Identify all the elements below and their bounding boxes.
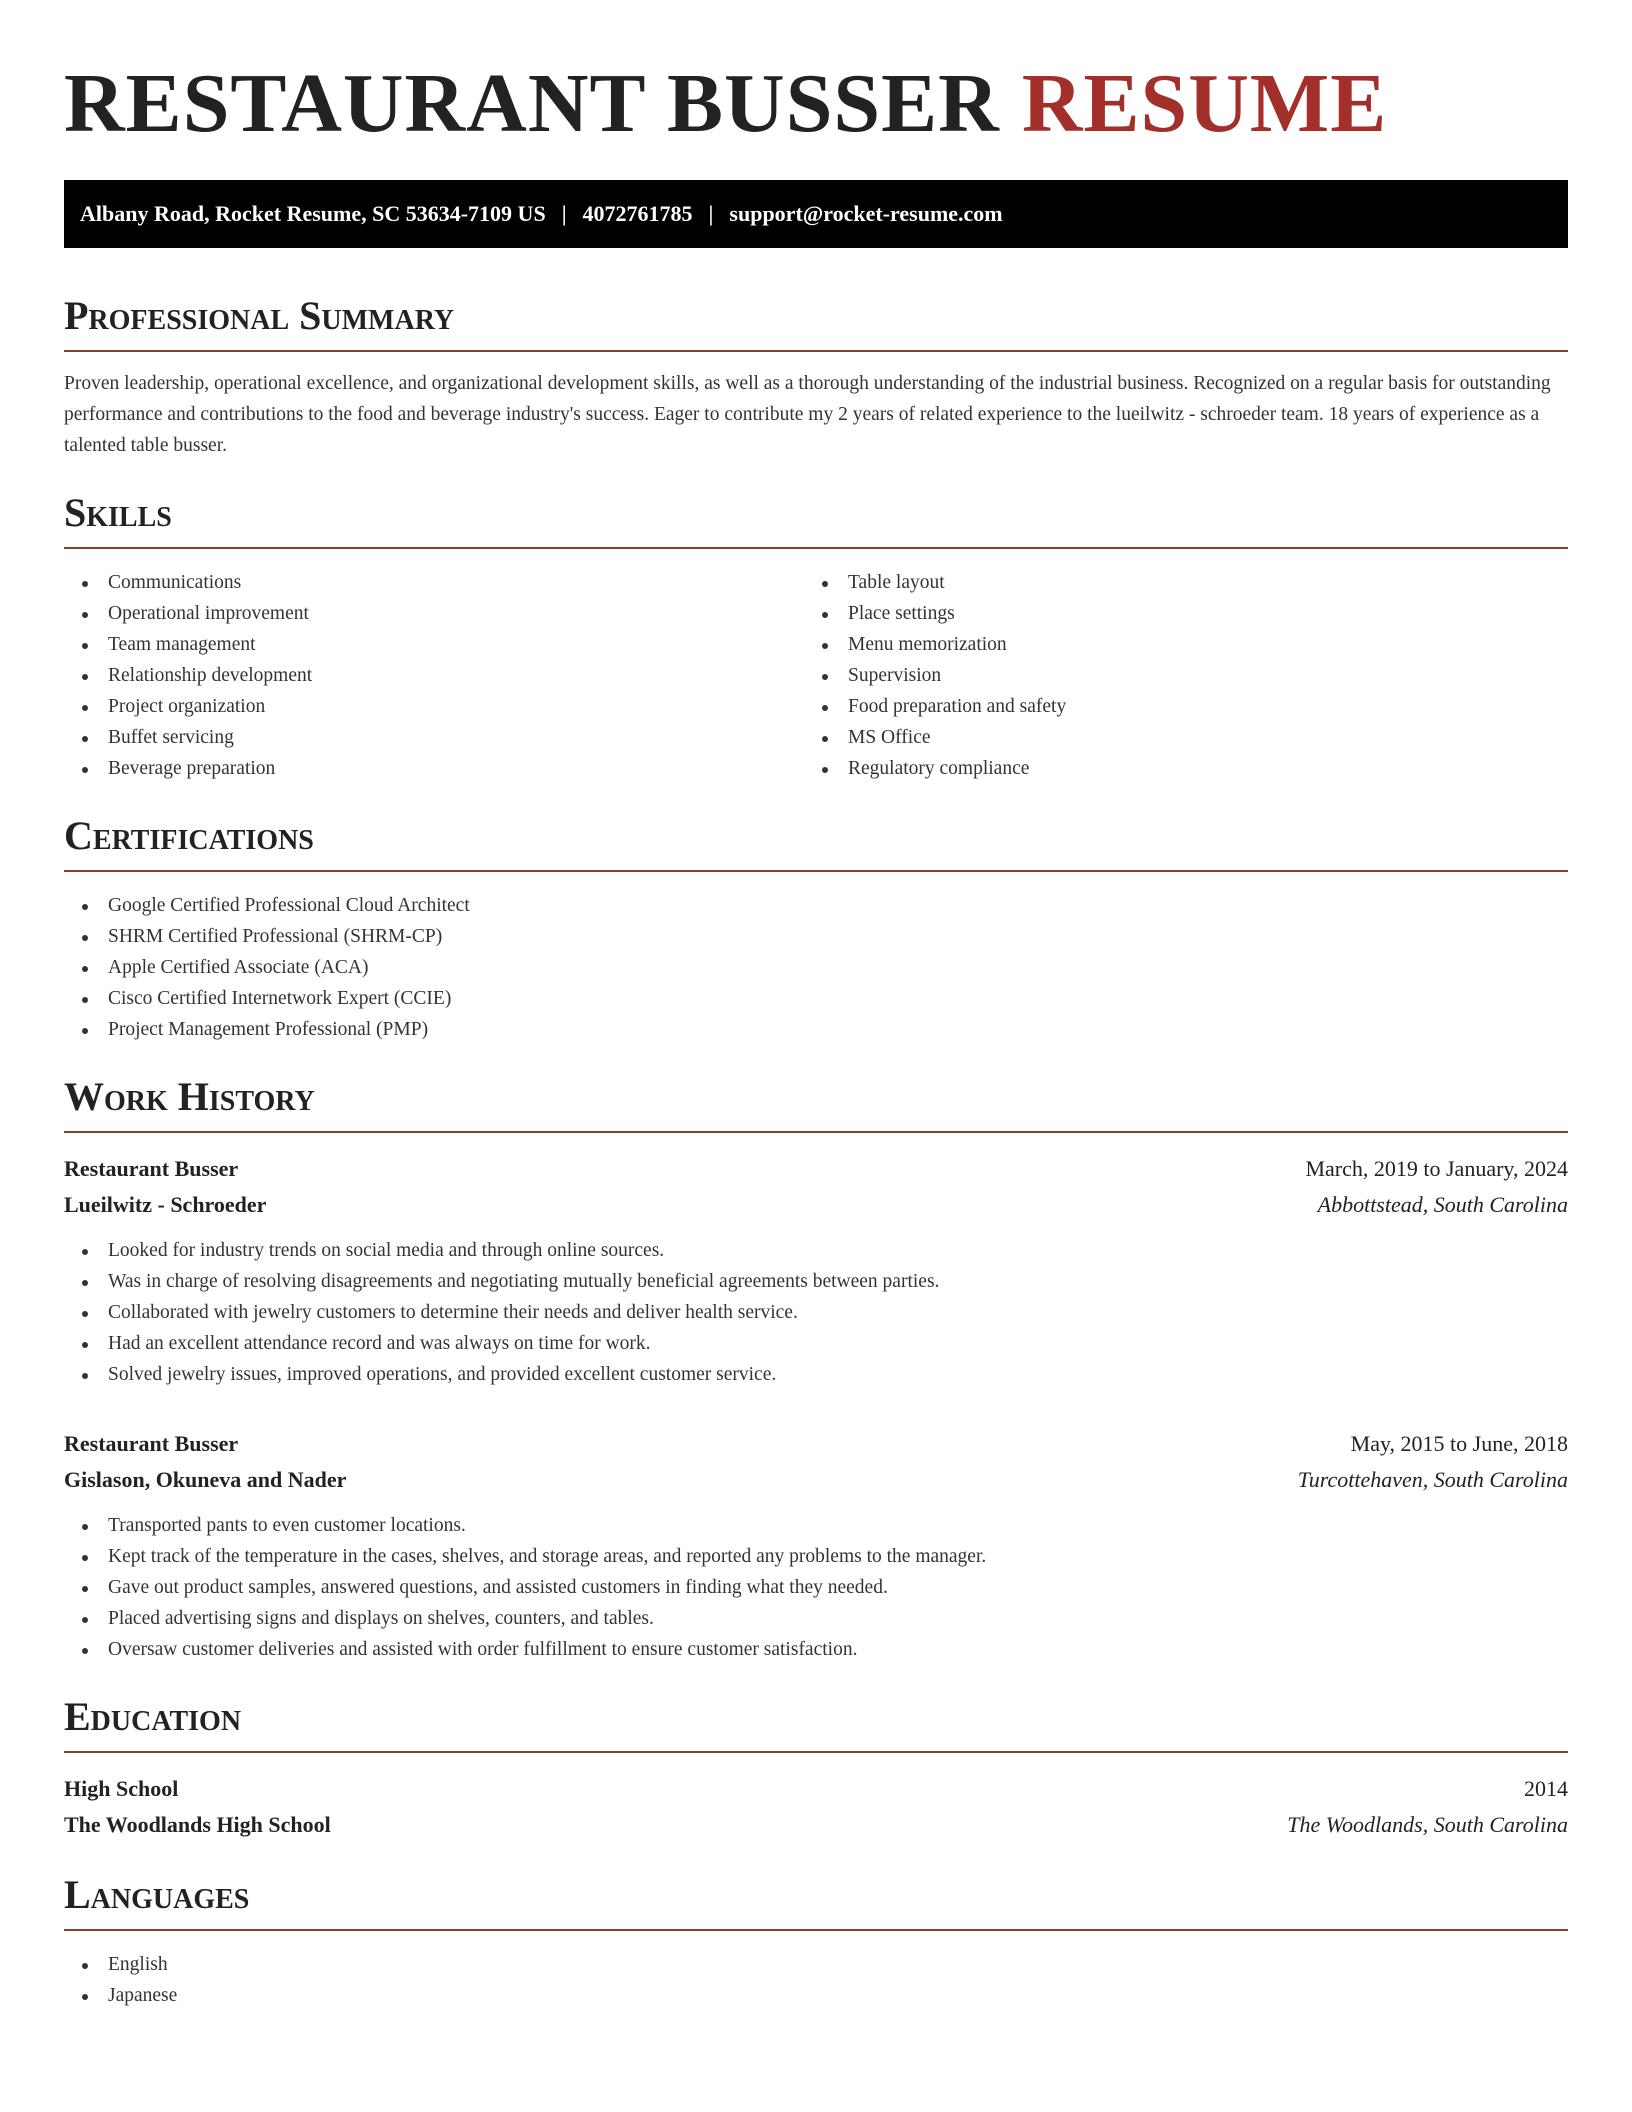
job-title: Restaurant Busser [64, 1156, 239, 1181]
contact-email: support@rocket-resume.com [729, 201, 1003, 226]
skill-item: Operational improvement [64, 598, 804, 629]
skill-item: Regulatory compliance [804, 753, 1544, 784]
job-title: Restaurant Busser [64, 1431, 239, 1456]
skills-heading: Skills [64, 489, 1568, 549]
job-bullet: Collaborated with jewelry customers to determine their needs and deliver health service. [64, 1297, 1568, 1328]
education-location: The Woodlands, South Carolina [1287, 1812, 1568, 1837]
job-company-row [64, 1187, 1568, 1223]
resume-title [64, 56, 1568, 152]
skill-item: Project organization [64, 691, 804, 722]
skill-item: Table layout [804, 567, 1544, 598]
summary-heading: Professional Summary [64, 292, 1568, 352]
contact-separator: | [708, 201, 714, 226]
skills-columns [64, 567, 1568, 784]
contact-bar [64, 180, 1568, 248]
job-dates: March, 2019 to January, 2024 [1305, 1156, 1568, 1181]
job-bullet: Oversaw customer deliveries and assisted with order fulfillment to ensure customer satisfaction. [64, 1634, 1568, 1665]
job-bullet: Was in charge of resolving disagreements and negotiating mutually beneficial agreements between parties. [64, 1266, 1568, 1297]
education-heading: Education [64, 1693, 1568, 1753]
languages-heading: Languages [64, 1871, 1568, 1931]
work-history-heading: Work History [64, 1073, 1568, 1133]
skill-item: Place settings [804, 598, 1544, 629]
contact-address: Albany Road, Rocket Resume, SC 53634-7109 US [80, 201, 546, 226]
certification-item: Cisco Certified Internetwork Expert (CCIE) [64, 983, 1568, 1014]
certification-item: Apple Certified Associate (ACA) [64, 952, 1568, 983]
job-bullet: Had an excellent attendance record and was always on time for work. [64, 1328, 1568, 1359]
language-item: English [64, 1949, 1568, 1980]
certification-item: Project Management Professional (PMP) [64, 1014, 1568, 1045]
title-accent: RESUME [1021, 57, 1388, 150]
skill-item: Relationship development [64, 660, 804, 691]
resume-page [64, 0, 1568, 2011]
education-degree: High School [64, 1776, 179, 1801]
contact-phone: 4072761785 [582, 201, 693, 226]
job-bullet: Transported pants to even customer locations. [64, 1510, 1568, 1541]
certifications-section [64, 812, 1568, 1045]
job-bullet: Looked for industry trends on social media and through online sources. [64, 1235, 1568, 1266]
skill-item: Team management [64, 629, 804, 660]
job-bullet: Solved jewelry issues, improved operations, and provided excellent customer service. [64, 1359, 1568, 1390]
job-title-row [64, 1426, 1568, 1462]
job-location: Abbottstead, South Carolina [1317, 1192, 1568, 1217]
job-company: Gislason, Okuneva and Nader [64, 1467, 347, 1492]
education-year: 2014 [1524, 1776, 1568, 1801]
job-bullet: Gave out product samples, answered questions, and assisted customers in finding what they needed. [64, 1572, 1568, 1603]
skill-item: Menu memorization [804, 629, 1544, 660]
skill-item: Beverage preparation [64, 753, 804, 784]
language-item: Japanese [64, 1980, 1568, 2011]
job-bullet: Kept track of the temperature in the cases, shelves, and storage areas, and reported any problems to the manager. [64, 1541, 1568, 1572]
work-history-section [64, 1073, 1568, 1665]
job-entry [64, 1151, 1568, 1390]
certifications-list [64, 890, 1568, 1045]
skills-list-left [64, 567, 804, 784]
education-entry [64, 1771, 1568, 1843]
education-section [64, 1693, 1568, 1843]
job-location: Turcottehaven, South Carolina [1297, 1467, 1568, 1492]
skills-list-right [804, 567, 1544, 784]
skill-item: Food preparation and safety [804, 691, 1544, 722]
job-bullet: Placed advertising signs and displays on shelves, counters, and tables. [64, 1603, 1568, 1634]
certifications-heading: Certifications [64, 812, 1568, 872]
job-title-row [64, 1151, 1568, 1187]
skills-section [64, 489, 1568, 784]
job-company-row [64, 1462, 1568, 1498]
languages-section [64, 1871, 1568, 2011]
job-company: Lueilwitz - Schroeder [64, 1192, 267, 1217]
job-bullets [64, 1235, 1568, 1390]
education-school: The Woodlands High School [64, 1812, 331, 1837]
job-bullets [64, 1510, 1568, 1665]
skill-item: Supervision [804, 660, 1544, 691]
languages-list [64, 1949, 1568, 2011]
contact-separator: | [561, 201, 567, 226]
job-dates: May, 2015 to June, 2018 [1350, 1431, 1568, 1456]
education-degree-row [64, 1771, 1568, 1807]
skill-item: MS Office [804, 722, 1544, 753]
summary-text: Proven leadership, operational excellence, and organizational development skills, as well as a thorough understanding of the industrial business. Recognized on a regular basis for outstanding performance and contributions to the food and beverage industry's success. Eager to contribute my 2 years of related experience to the lueilwitz - schroeder team. 18 years of experience as a talented table busser. [64, 373, 1551, 456]
skill-item: Communications [64, 567, 804, 598]
certification-item: SHRM Certified Professional (SHRM-CP) [64, 921, 1568, 952]
job-entry [64, 1426, 1568, 1665]
summary-section [64, 292, 1568, 461]
certification-item: Google Certified Professional Cloud Architect [64, 890, 1568, 921]
skill-item: Buffet servicing [64, 722, 804, 753]
title-main: RESTAURANT BUSSER [64, 57, 1000, 150]
education-school-row [64, 1807, 1568, 1843]
